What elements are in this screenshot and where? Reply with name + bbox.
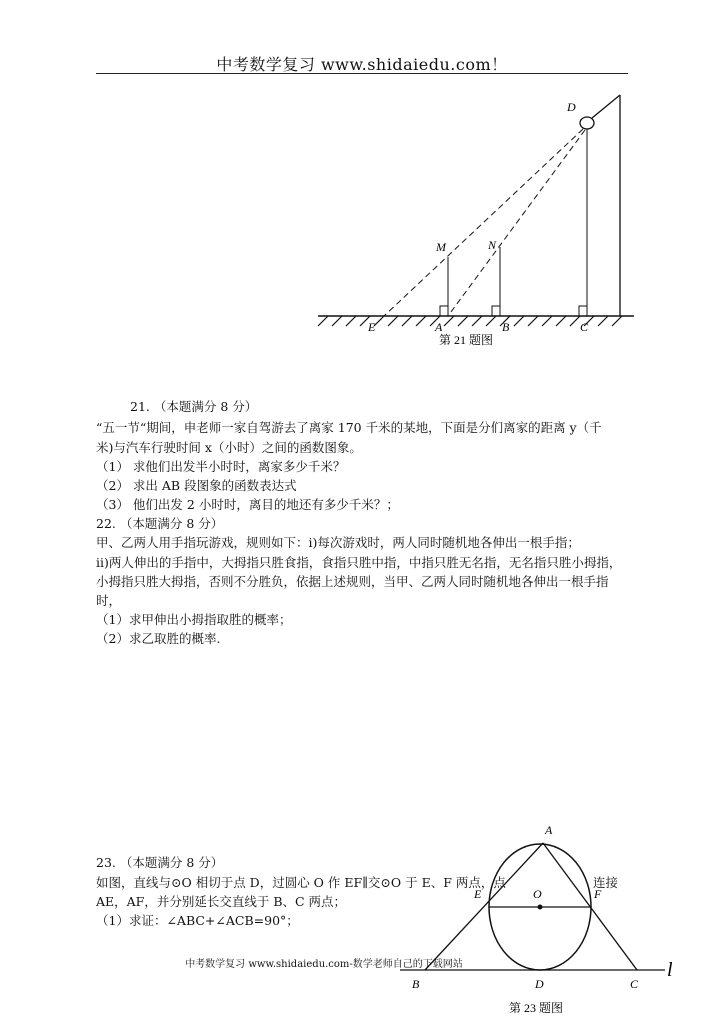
q23-line-1: 如图，直线与⊙O 相切于点 D，过圆心 O 作 EF∥交⊙O 于 E、F 两点，点 [96,875,506,890]
q21-line-5: （3） 他们出发 2 小时时，离目的地还有多少千米？； [96,497,399,512]
q21-line-2: 米)与汽车行驶时间 x（小时）之间的函数图象。 [96,440,362,455]
q22-line-5: （1）求甲伸出小拇指取胜的概率； [96,612,292,627]
q23-right-fragment: 连接 [593,875,619,890]
q22-heading: 22. （本题满分 8 分） [96,516,224,531]
page-footer: 中考数学复习 www.shidaiedu.com-数学老师自己的下载网站 [185,959,463,970]
q23-heading: 23. （本题满分 8 分） [96,855,224,870]
label-C: C [580,320,589,334]
right-angle-C [579,306,587,316]
q23-line-2: AE，AF，并分别延长交直线于 B、C 两点； [96,894,347,909]
q22-line-6: （2）求乙取胜的概率. [96,631,221,646]
lamp-bulb [580,117,594,129]
label-A: A [435,320,443,334]
center-dot-O [538,905,543,910]
label-D-23: D [535,977,544,991]
label-C-23: C [630,977,639,991]
label-N: N [488,238,497,252]
label-B: B [502,320,510,334]
q23-line-3: （1）求证：∠ABC+∠ACB=90°； [96,913,299,928]
right-angle-B [492,306,500,316]
label-D: D [567,100,576,114]
q21-line-1: “五一节“期间，申老师一家自驾游去了离家 170 千米的某地，下面是分们离家的距离 y（千 [96,420,602,435]
label-l: l [667,959,673,981]
ray-DE [384,129,583,316]
figure-21-caption: 第 21 题图 [439,333,494,347]
q22-line-2: ii)两人伸出的手指中，大拇指只胜食指，食指只胜中指，中指只胜无名指，无名指只胜小拇指， [96,555,622,570]
ground-hatching [318,316,622,326]
figure-23-caption: 第 23 题图 [509,1001,564,1015]
q21-line-4: （2） 求出 AB 段图象的函数表达式 [96,478,297,493]
label-E: E [368,320,376,334]
q21-line-3: （1） 求他们出发半小时时，离家多少千米？ [96,459,346,474]
label-A-23: A [545,823,553,837]
label-O: O [533,887,542,901]
ray-DA [448,130,585,316]
q21-heading: 21. （本题满分 8 分） [130,399,258,414]
q22-line-4: 时， [96,593,122,608]
q22-line-1: 甲、乙两人用手指玩游戏，规则如下：i)每次游戏时，两人同时随机地各伸出一根手指； [96,535,580,550]
lamp-arm [592,95,620,118]
q22-line-3: 小拇指只胜大拇指，否则不分胜负，依据上述规则，当甲、乙两人同时随机地各伸出一根手指 [96,574,609,589]
page-header: 中考数学复习 www.shidaiedu.com！ [216,55,508,74]
label-E-23: E [474,887,482,901]
label-B-23: B [412,977,420,991]
label-F: F [594,887,602,901]
label-M: M [436,240,446,254]
right-angle-A [440,306,448,316]
